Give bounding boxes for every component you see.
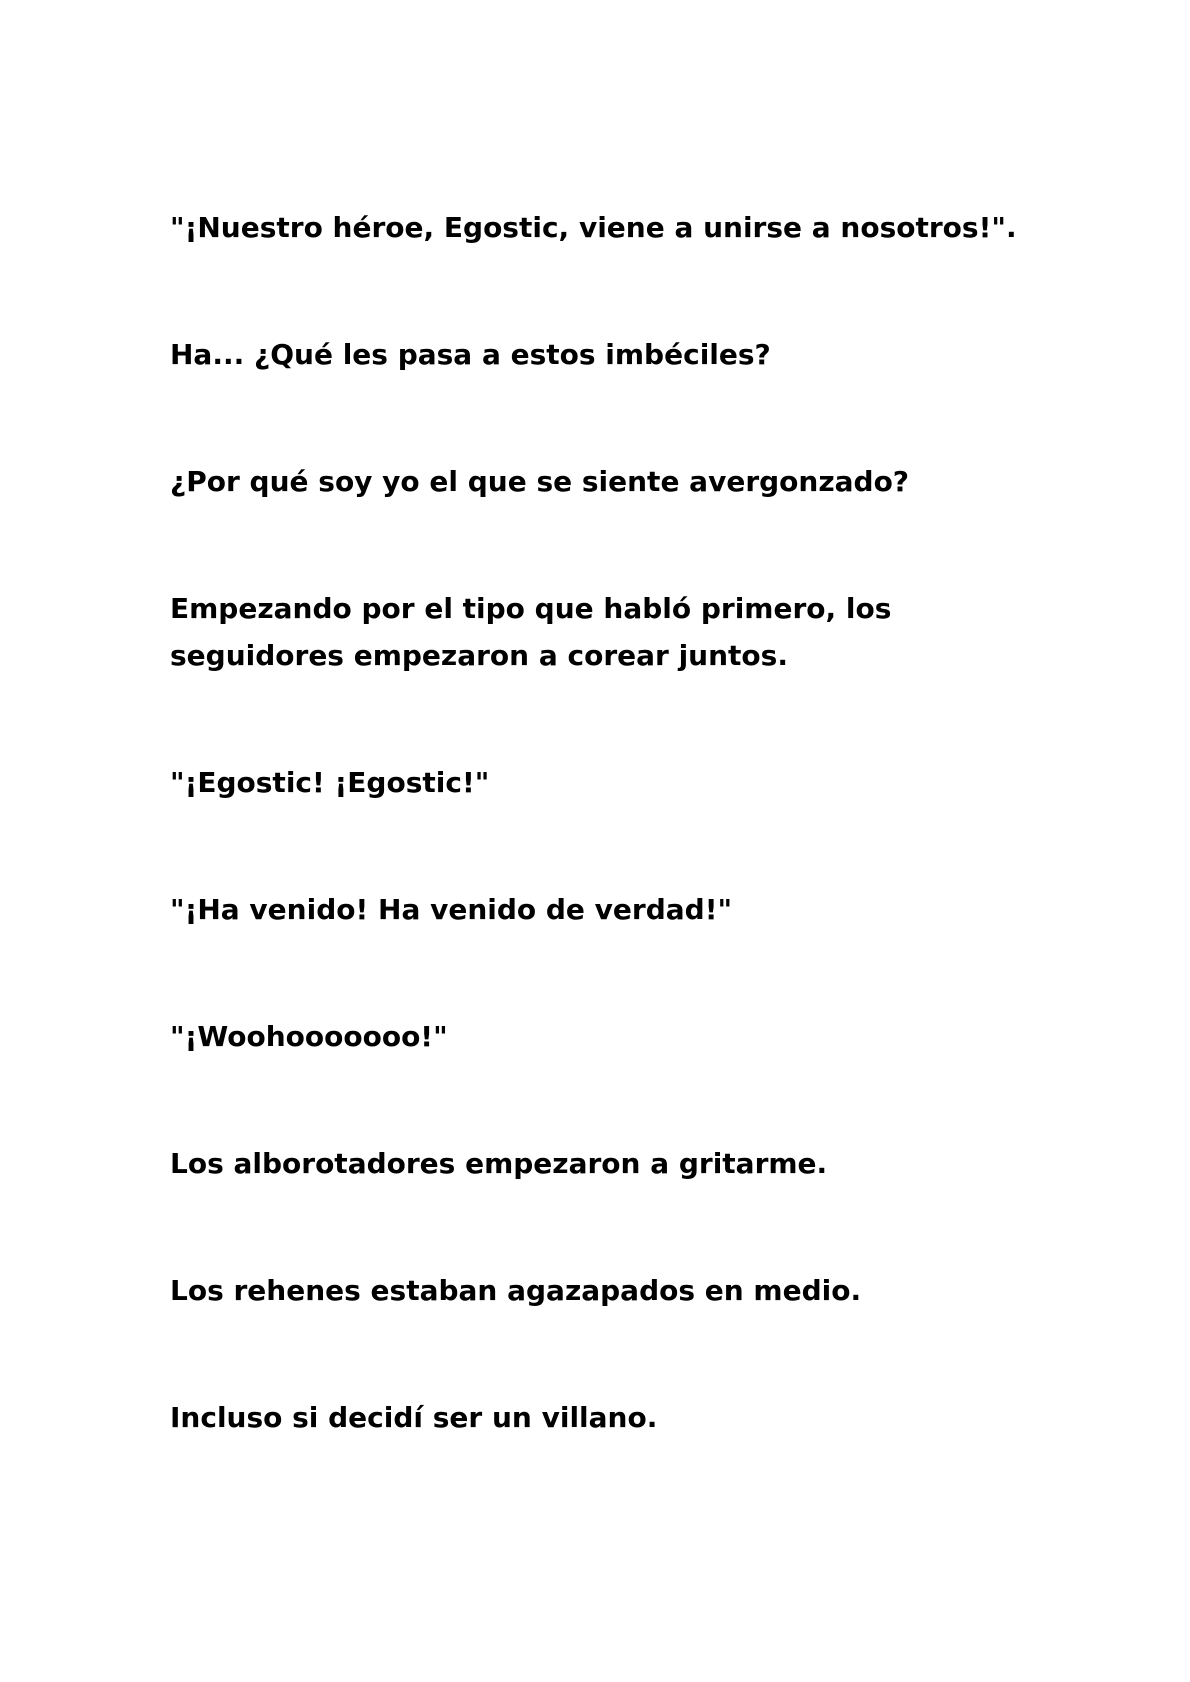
- paragraph: "¡Woohooooooo!": [170, 1020, 448, 1053]
- paragraph: "¡Ha venido! Ha venido de verdad!": [170, 893, 733, 926]
- paragraph: Incluso si decidí ser un villano.: [170, 1401, 658, 1434]
- paragraph: Los alborotadores empezaron a gritarme.: [170, 1147, 828, 1180]
- paragraph: "¡Nuestro héroe, Egostic, viene a unirse a nosotros!".: [170, 211, 1017, 244]
- paragraph: Empezando por el tipo que habló primero, los seguidores empezaron a corear juntos.: [170, 592, 892, 672]
- paragraph: Ha... ¿Qué les pasa a estos imbéciles?: [170, 338, 771, 371]
- paragraph: "¡Egostic! ¡Egostic!": [170, 766, 490, 799]
- paragraph: Los rehenes estaban agazapados en medio.: [170, 1274, 862, 1307]
- paragraph: ¿Por qué soy yo el que se siente avergonzado?: [170, 465, 910, 498]
